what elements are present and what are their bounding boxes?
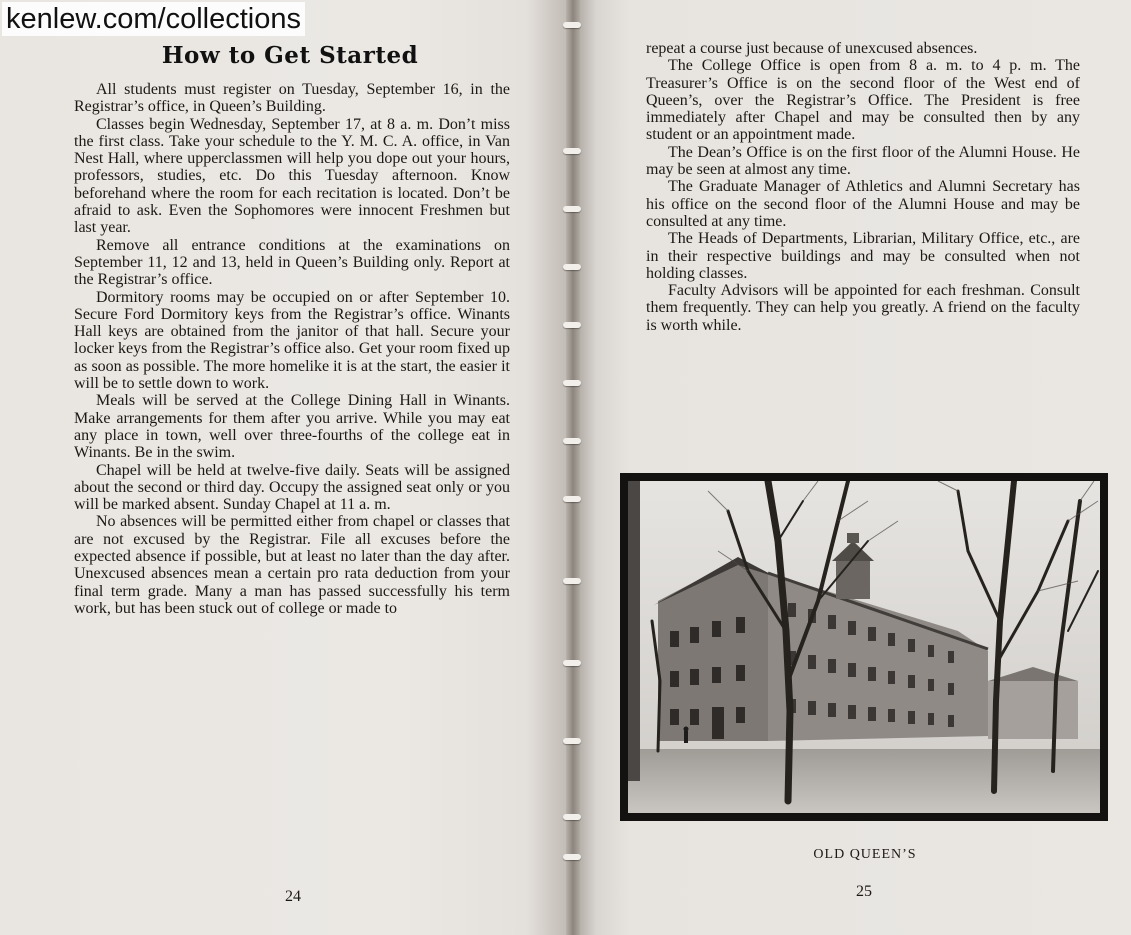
binding-hole [563, 738, 581, 744]
paragraph: The Dean’s Office is on the first floor of the Alumni House. He may be seen at almost any time. [646, 143, 1080, 179]
left-text-column [74, 81, 510, 617]
paragraph: All students must register on Tuesday, September 16, in the Registrar’s office, in Queen’s Building. [74, 81, 510, 116]
paragraph: No absences will be permitted either from chapel or classes that are not excused by the Registrar. File all excuses before the expected absence if possible, but at least no later than the day after. Unexcused absences mean a certain pro rata deduction from your final term grade. Many a man has passed successfully his term work, but has been stuck out of college or made to [74, 513, 510, 617]
binding-hole [563, 660, 581, 666]
watermark: kenlew.com/collections [2, 2, 305, 36]
binding-hole [563, 496, 581, 502]
paragraph: Chapel will be held at twelve-five daily. Seats will be assigned about the second or third day. Occupy the assigned seat only or you will be marked absent. Sunday Chapel at 11 a. m. [74, 461, 510, 514]
old-queens-photo [620, 473, 1108, 821]
binding-hole [563, 264, 581, 270]
binding-hole [563, 206, 581, 212]
paragraph: Faculty Advisors will be appointed for each freshman. Consult them frequently. They can help you greatly. A friend on the faculty is worth while. [646, 282, 1080, 334]
binding-hole [563, 148, 581, 154]
paragraph: Classes begin Wednesday, September 17, at 8 a. m. Don’t miss the first class. Take your schedule to the Y. M. C. A. office, in Van Nest Hall, where upperclassmen will help you dope out your hours, professors, studies, etc. Do this Tuesday afternoon. Know beforehand where the room for each recitation is located. Don’t be afraid to ask. Even the Sophomores were innocent Freshmen but last year. [74, 115, 510, 237]
paragraph: Meals will be served at the College Dining Hall in Winants. Make arrangements for them after you arrive. While you may eat any place in town, well over three-fourths of the college eat in Winants. Be in the swim. [74, 392, 510, 462]
paragraph: Dormitory rooms may be occupied on or after September 10. Secure Ford Dormitory keys from the Registrar’s office. Winants Hall keys are obtained from the janitor of that hall. Secure your locker keys from the Registrar’s office also. Get your room fixed up as soon as possible. The more homelike it is at the start, the easier it will be to settle down to work. [74, 288, 510, 393]
page-number-left: 24 [285, 888, 301, 905]
binding-hole [563, 322, 581, 328]
binding-hole [563, 814, 581, 820]
binding-hole [563, 380, 581, 386]
book-gutter [566, 0, 580, 935]
page-heading: How to Get Started [161, 42, 419, 69]
paragraph: The Graduate Manager of Athletics and Alumni Secretary has his office on the second floor of the Alumni House and may be consulted at any time. [646, 178, 1080, 230]
binding-hole [563, 578, 581, 584]
page-number-right: 25 [856, 883, 872, 900]
right-text-column [646, 40, 1080, 334]
paragraph: The Heads of Departments, Librarian, Military Office, etc., are in their respective buildings and may be consulted when not holding classes. [646, 230, 1080, 282]
paragraph-continuation: repeat a course just because of unexcused absences. [646, 40, 978, 57]
paragraph: Remove all entrance conditions at the examinations on September 11, 12 and 13, held in Queen’s Building only. Report at the Registrar’s office. [74, 236, 510, 289]
paragraph: The College Office is open from 8 a. m. to 4 p. m. The Treasurer’s Office is on the second floor of the West end of Queen’s, over the Registrar’s Office. The President is free immediately after Chapel and may be consulted then by any student or an appointment made. [646, 57, 1080, 144]
binding-hole [563, 438, 581, 444]
binding-hole [563, 22, 581, 28]
binding-hole [563, 854, 581, 860]
photo-caption: OLD QUEEN’S [813, 847, 917, 862]
old-queens-building-image [628, 481, 1100, 813]
